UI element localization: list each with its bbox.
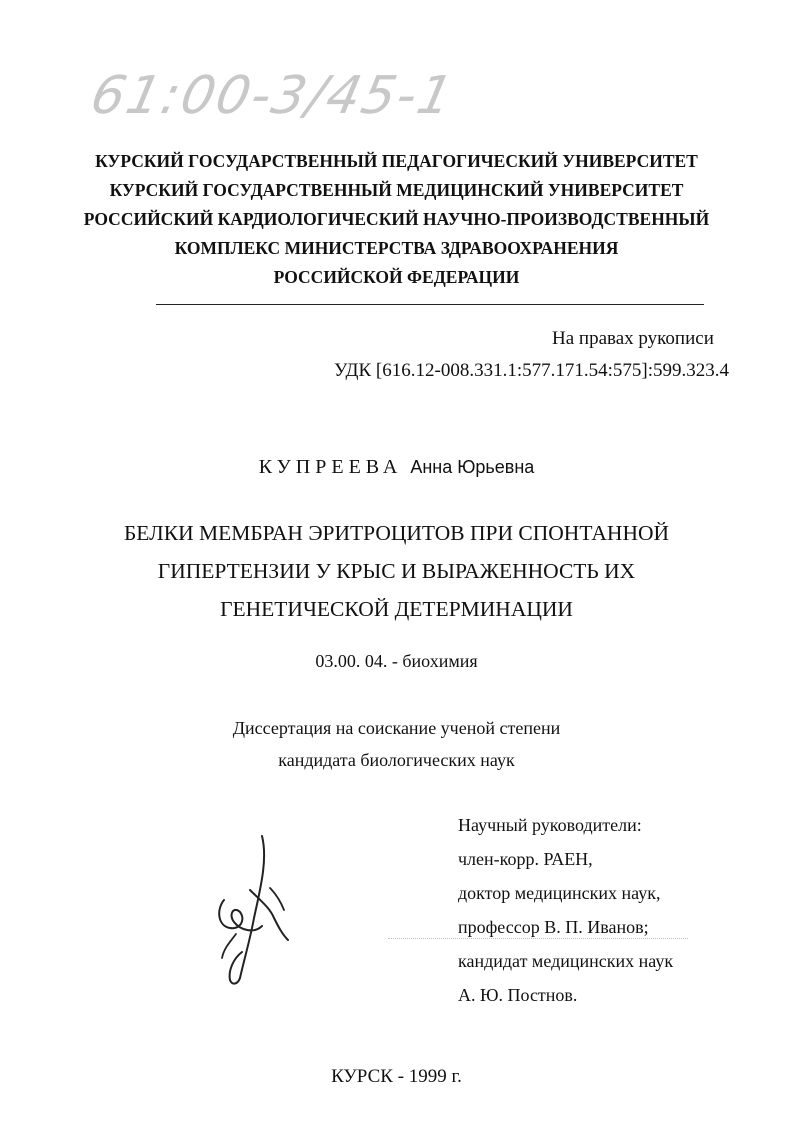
title-line: ГИПЕРТЕНЗИИ У КРЫС И ВЫРАЖЕННОСТЬ ИХ bbox=[157, 559, 636, 583]
institution-line: КУРСКИЙ ГОСУДАРСТВЕННЫЙ ПЕДАГОГИЧЕСКИЙ УНИВЕРСИТЕТ bbox=[95, 151, 698, 171]
archive-number-pencil-mark: 61:00-3/45-1 bbox=[85, 66, 460, 126]
author-surname: КУПРЕЕВА bbox=[258, 456, 403, 478]
author-name bbox=[0, 456, 793, 479]
header-divider bbox=[156, 304, 704, 305]
supervisor-line: Научный руководители: bbox=[458, 815, 642, 835]
supervisors-block bbox=[458, 808, 673, 1012]
dissertation-title bbox=[0, 514, 793, 628]
degree-line: кандидата биологических наук bbox=[278, 750, 515, 770]
title-line: ГЕНЕТИЧЕСКОЙ ДЕТЕРМИНАЦИИ bbox=[220, 597, 573, 621]
degree-line: Диссертация на соискание ученой степени bbox=[232, 718, 561, 738]
handwritten-signature bbox=[210, 830, 300, 990]
udk-code: УДК [616.12-008.331.1:577.171.54:575]:599.323.4 bbox=[334, 360, 729, 381]
scan-artifact-line bbox=[388, 938, 688, 939]
institution-line: КУРСКИЙ ГОСУДАРСТВЕННЫЙ МЕДИЦИНСКИЙ УНИВЕРСИТЕТ bbox=[109, 180, 684, 200]
manuscript-rights-note: На правах рукописи bbox=[552, 328, 714, 349]
institution-line: РОССИЙСКОЙ ФЕДЕРАЦИИ bbox=[273, 267, 520, 287]
institutions-header bbox=[0, 147, 793, 292]
supervisor-line: кандидат медицинских наук bbox=[458, 951, 674, 971]
supervisor-line: профессор В. П. Иванов; bbox=[458, 917, 649, 937]
specialty-code: 03.00. 04. - биохимия bbox=[315, 651, 478, 671]
institution-line: РОССИЙСКИЙ КАРДИОЛОГИЧЕСКИЙ НАУЧНО-ПРОИЗВОДСТВЕННЫЙ bbox=[83, 209, 710, 229]
supervisor-line: А. Ю. Постнов. bbox=[458, 985, 578, 1005]
city-year: КУРСК - 1999 г. bbox=[331, 1066, 462, 1087]
title-line: БЕЛКИ МЕМБРАН ЭРИТРОЦИТОВ ПРИ СПОНТАННОЙ bbox=[123, 521, 670, 545]
supervisor-line: доктор медицинских наук, bbox=[458, 883, 661, 903]
supervisor-line: член-корр. РАЕН, bbox=[458, 849, 593, 869]
author-given-names: Анна Юрьевна bbox=[410, 457, 535, 477]
institution-line: КОМПЛЕКС МИНИСТЕРСТВА ЗДРАВООХРАНЕНИЯ bbox=[174, 238, 619, 258]
